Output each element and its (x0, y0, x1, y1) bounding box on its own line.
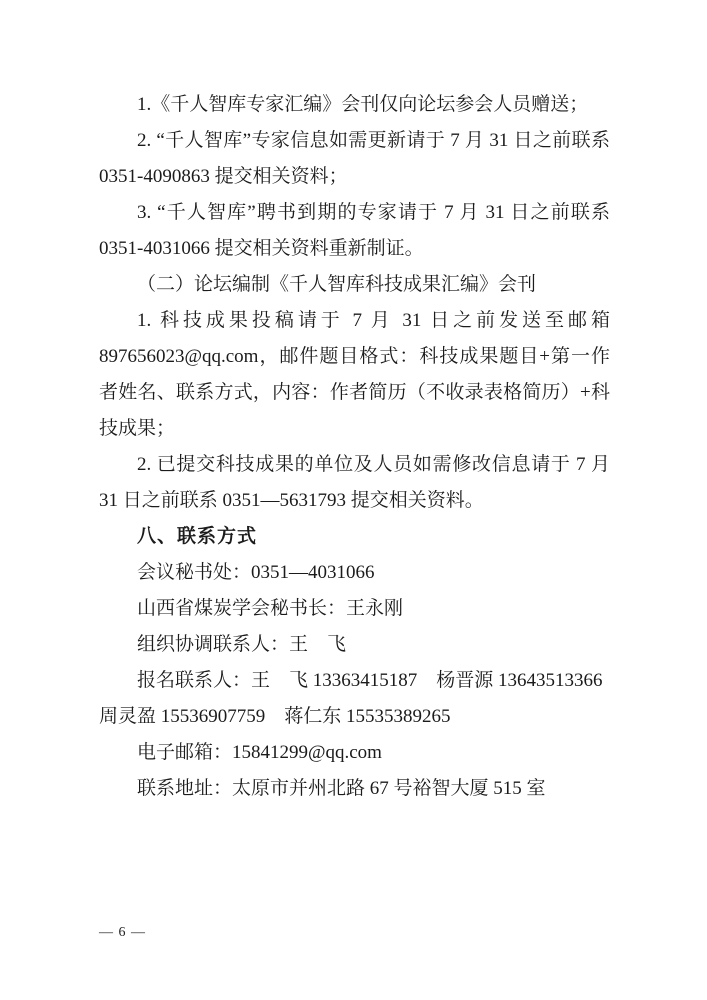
contact-email: 电子邮箱：15841299@qq.com (137, 742, 382, 763)
contact-registration-line1: 报名联系人：王 飞 13363415187 杨晋源 13643513366 (137, 670, 603, 691)
section-heading-contact: 八、联系方式 (137, 526, 258, 547)
contact-coordinator: 组织协调联系人：王 飞 (137, 634, 347, 655)
page-number: — 6 — (99, 925, 146, 940)
note-expert-info-update: 2. “千人智库”专家信息如需更新请于 7 月 31 日之前联系 0351-4090863 提交相关资料； (99, 130, 610, 187)
note-submission-email: 1. 科技成果投稿请于 7 月 31 日之前发送至邮箱 897656023@qq.com，邮件题目格式：科技成果题目+第一作者姓名、联系方式，内容：作者简历（不收录表格简历）+科技成果； (99, 310, 610, 439)
note-modify-submission: 2. 已提交科技成果的单位及人员如需修改信息请于 7 月 31 日之前联系 0351—5631793 提交相关资料。 (99, 454, 610, 511)
note-journal-giveaway: 1.《千人智库专家汇编》会刊仅向论坛参会人员赠送； (137, 94, 589, 115)
document-body (99, 87, 610, 807)
contact-secretary-general: 山西省煤炭学会秘书长：王永刚 (137, 598, 404, 619)
note-certificate-renewal: 3. “千人智库”聘书到期的专家请于 7 月 31 日之前联系 0351-4031066 提交相关资料重新制证。 (99, 202, 610, 259)
contact-registration-line2: 周灵盈 15536907759 蒋仁东 15535389265 (99, 706, 451, 727)
subsection-heading-compilation: （二）论坛编制《千人智库科技成果汇编》会刊 (137, 274, 537, 295)
contact-address: 联系地址：太原市并州北路 67 号裕智大厦 515 室 (137, 778, 546, 799)
contact-secretariat-phone: 会议秘书处：0351—4031066 (137, 562, 375, 583)
